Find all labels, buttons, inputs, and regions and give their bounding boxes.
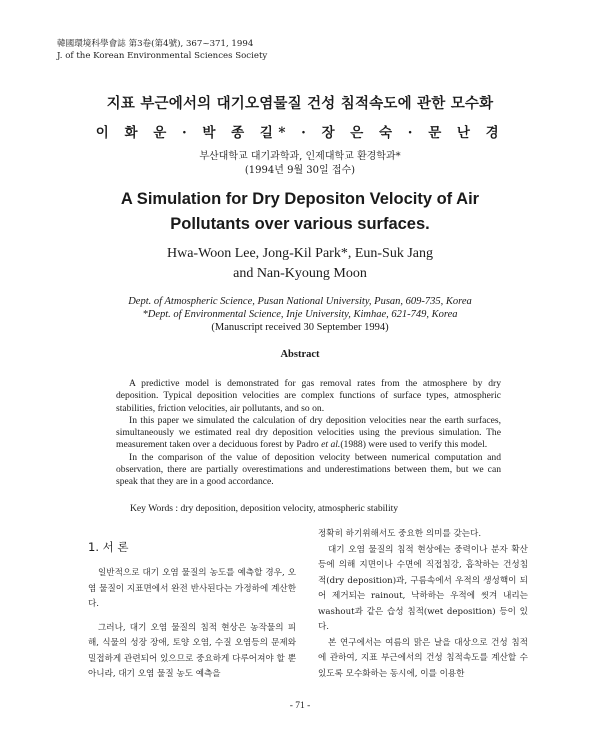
keywords: Key Words : dry deposition, deposition velocity, atmospheric stability [130, 503, 399, 514]
intro-paragraph-2: 그러나, 대기 오염 물질의 침적 현상은 농작물의 피해, 식물의 성장 장애, 토양 오염, 수질 오염등의 문제와 밀접하게 관련되어 있으므로 중요하게 다루어져야 할 뿐아니라, 대기 오염 물질 농도 예측을 [88, 622, 296, 679]
korean-received-date: (1994년 9월 30일 접수) [244, 165, 356, 176]
intro-paragraph-1: 일반적으로 대기 오염 물질의 농도를 예측할 경우, 오염 물질이 지표면에서 완전 반사된다는 가정하에 계산한다. [88, 568, 296, 609]
korean-title: 지표 부근에서의 대기오염물질 건성 침적속도에 관한 모수화 [106, 96, 494, 112]
korean-affiliation [0, 150, 600, 178]
journal-citation-english: J. of the Korean Environmental Sciences Society [57, 51, 268, 61]
english-affiliation-line2: *Dept. of Environmental Science, Inje University, Kimhae, 621-749, Korea [142, 309, 458, 320]
right-paragraph-2: 대기 오염 물질의 침적 현상에는 중력이나 분자 확산 등에 의해 지면이나 수면에 직접침강, 흡착하는 건성침적(dry deposition)과, 구름속에서 우적의 생성핵이 되어 제거되는 rainout, 낙하하는 우적에 씻겨 내리는 washout과 같은 습성 침적(wet deposition) 등이 있다. [318, 544, 528, 632]
english-authors [0, 244, 600, 284]
abstract-paragraph-2-end: (1988) were used to verify this model. [340, 439, 488, 451]
page-number: - 71 - [289, 701, 311, 711]
section-heading-introduction: 1. 서 론 [88, 540, 129, 554]
english-title-line1: A Simulation for Dry Depositon Velocity of Air [120, 190, 480, 208]
abstract-heading: Abstract [280, 349, 320, 360]
english-affiliation [0, 295, 600, 334]
journal-citation [57, 38, 267, 62]
left-column [88, 566, 296, 683]
korean-affiliation-line: 부산대학교 대기과학과, 인제대학교 환경학과* [199, 151, 401, 162]
abstract-paragraph-2-text: In this paper we simulated the calculation of dry deposition velocities near the earth surfaces, simultaneously we estimated real dry deposition velocities using the previous simulation. The measurement taken over a deciduous forest by Padro [116, 414, 501, 451]
korean-authors: 이 화 운 · 박 종 길* · 장 은 숙 · 문 난 경 [95, 125, 505, 141]
journal-citation-korean: 韓國環境科學會誌 第3卷(第4號), 367~371, 1994 [57, 39, 254, 49]
abstract-body [116, 378, 501, 489]
abstract-paragraph-2 [116, 415, 501, 452]
english-authors-line1: Hwa-Woon Lee, Jong-Kil Park*, Eun-Suk Jang [167, 246, 433, 261]
right-paragraph-1: 정확히 하기위해서도 중요한 의미를 갖는다. [318, 529, 482, 539]
english-received-date: (Manuscript received 30 September 1994) [211, 322, 389, 333]
english-authors-line2: and Nan-Kyoung Moon [233, 266, 367, 281]
abstract-paragraph-1: A predictive model is demonstrated for gas removal rates from the atmosphere by dry deposition. Typical deposition velocities are complex functions of surface types, atmospheric stabilities, friction velocities, air pollutants, and so on. [116, 378, 501, 414]
english-title [0, 187, 600, 237]
right-paragraph-3: 본 연구에서는 여름의 맑은 날을 대상으로 건성 침적에 관하여, 지표 부근에서의 건성 침적속도를 계산할 수 있도록 모수화하는 동시에, 이를 이용한 [318, 637, 528, 679]
english-affiliation-line1: Dept. of Atmospheric Science, Pusan National University, Pusan, 609-735, Korea [128, 296, 472, 307]
abstract-paragraph-3: In the comparison of the value of deposition velocity between numerical computation and observation, there are partially overestimations and underestimations between them, but we can speak that they are in a good accordance. [116, 451, 501, 488]
abstract-citation-etal: et al. [321, 439, 341, 451]
right-column [318, 527, 528, 682]
english-title-line2: Pollutants over various surfaces. [170, 215, 430, 233]
